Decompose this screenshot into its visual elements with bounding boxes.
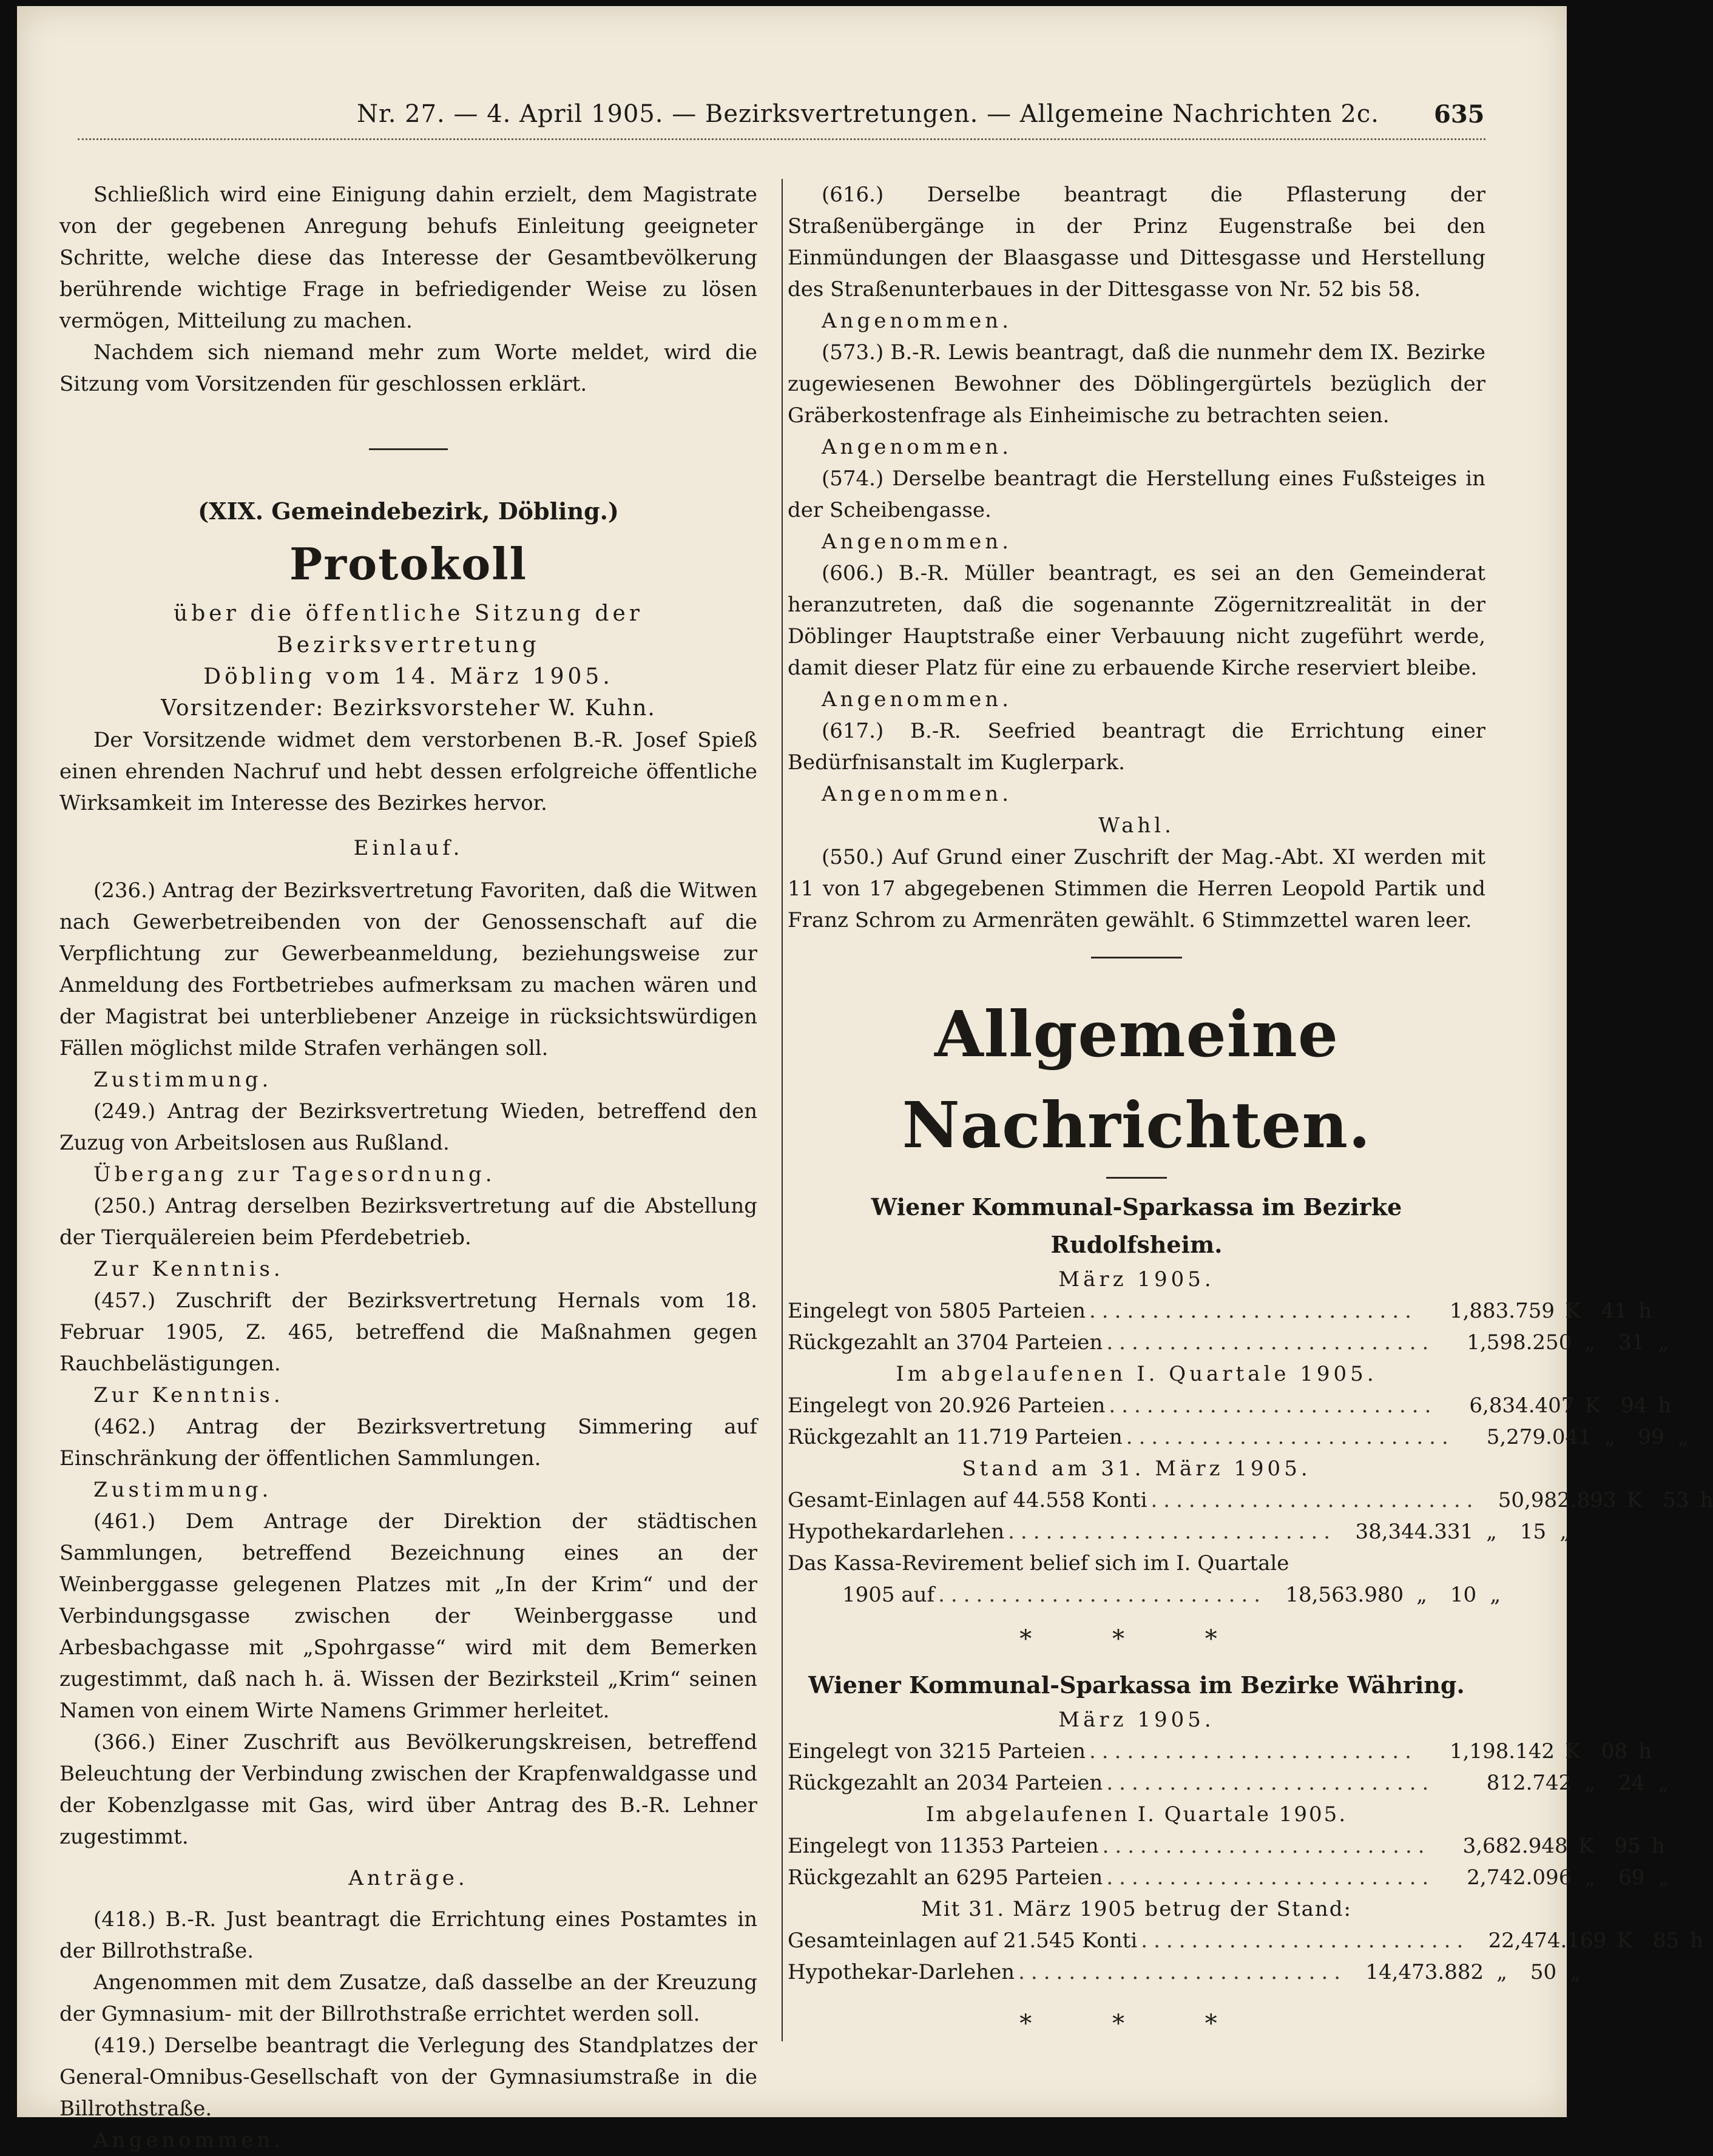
item-236-result: Zustimmung. (93, 1068, 272, 1092)
asterism: * * * (1019, 2010, 1254, 2038)
motion-574-result: Angenommen. (822, 530, 1013, 554)
finance-row: Gesamteinlagen auf 21.545 Konti .......................... 22,474.169 K 85 h (788, 1929, 1704, 1953)
motion-606: (606.) B.-R. Müller beantragt, es sei an den Gemeinderat heranzutreten, daß die sogenannte Zögernitzrealität in der Döblinger Hauptstraße einer Verbauung nicht zugeführt werde, damit dieser Platz für eine zu erbauende Kirche reserviert bleibe. (788, 561, 1485, 680)
item-457-result: Zur Kenntnis. (93, 1383, 284, 1407)
bank-rudolfsheim-quarter: Im abgelaufenen I. Quartale 1905. (896, 1362, 1377, 1386)
protocol-subtitle: über die öffentliche Sitzung der Bezirksvertretung (174, 601, 643, 658)
item-457: (457.) Zuschrift der Bezirksvertretung Hernals vom 18. Februar 1905, Z. 465, betreffend die Maßnahmen gegen Rauchbelästigungen. (59, 1289, 757, 1376)
bank-waehring-quarter: Im abgelaufenen I. Quartale 1905. (925, 1802, 1348, 1827)
finance-row: Hypothekardarlehen .......................... 38,344.331 „ 15 „ (788, 1520, 1571, 1544)
chair-line: Vorsitzender: Bezirksvorsteher W. Kuhn. (161, 696, 656, 721)
page-number: 635 (1434, 100, 1485, 129)
bank-waehring-stand: Mit 31. März 1905 betrug der Stand: (921, 1897, 1352, 1921)
motion-419-result: Angenommen. (93, 2128, 285, 2152)
district-heading: (XIX. Gemeindebezirk, Döbling.) (198, 497, 619, 525)
wahl-heading: Wahl. (1098, 814, 1175, 838)
item-250: (250.) Antrag derselben Bezirksvertretung auf die Abstellung der Tierquälereien beim Pferdebetrieb. (59, 1194, 757, 1250)
column-divider (782, 179, 783, 2041)
motion-616: (616.) Derselbe beantragt die Pflasterung der Straßenübergänge in der Prinz Eugenstraße bei den Einmündungen der Blaasgasse und Dittesgasse und Herstellung des Straßenunterbaues in der Dittesgasse von Nr. 52 bis 58. (788, 183, 1485, 302)
left-column (59, 179, 757, 2156)
bank-rudolfsheim-stand: Stand am 31. März 1905. (962, 1457, 1311, 1481)
item-462: (462.) Antrag der Bezirksvertretung Simmering auf Einschränkung der öffentlichen Sammlungen. (59, 1415, 757, 1470)
einlauf-heading: Einlauf. (353, 836, 464, 860)
motion-606-result: Angenommen. (822, 687, 1013, 712)
item-461: (461.) Dem Antrage der Direktion der städtischen Sammlungen, betreffend Bezeichnung eines an der Weinberggasse gelegenen Platzes mit „In der Krim“ und der Verbindungsgasse zwischen der Weinberggasse und Arbesbachgasse mit „Spohrgasse“ wird mit dem Bemerken zugestimmt, daß nach h. ä. Wissen der Bezirksteil „Krim“ seinen Namen von einem Wirte Namens Grimmer herleitet. (59, 1509, 757, 1723)
motion-573-result: Angenommen. (822, 435, 1013, 459)
antraege-heading: Anträge. (348, 1866, 468, 1890)
item-366: (366.) Einer Zuschrift aus Bevölkerungskreisen, betreffend Beleuchtung der Verbindung zwischen der Krapfenwaldgasse und der Kobenzlgasse mit Gas, wird über Antrag des B.-R. Lehner zugestimmt. (59, 1730, 757, 1849)
bank-waehring-title: Wiener Kommunal-Sparkassa im Bezirke Währing. (808, 1671, 1465, 1699)
finance-row: Eingelegt von 5805 Parteien .......................... 1,883.759 K 41 h (788, 1299, 1652, 1323)
item-249-result: Übergang zur Tagesordnung. (93, 1162, 496, 1187)
bank-rudolfsheim-month: März 1905. (1058, 1267, 1215, 1292)
running-header: Nr. 27. — 4. April 1905. — Bezirksvertretungen. — Allgemeine Nachrichten 2c. (357, 100, 1379, 128)
bank-waehring-month: März 1905. (1058, 1708, 1215, 1732)
revirement-line: Das Kassa-Revirement belief sich im I. Quartale (788, 1551, 1289, 1575)
intro-closing: Nachdem sich niemand mehr zum Worte meldet, wird die Sitzung vom Vorsitzenden für geschlossen erklärt. (59, 340, 757, 396)
motion-573: (573.) B.-R. Lewis beantragt, daß die nunmehr dem IX. Bezirke zugewiesenen Bewohner des Döblingergürtels bezüglich der Gräberkostenfrage als Einheimische zu betrachten seien. (788, 340, 1485, 428)
asterism: * * * (1019, 1625, 1254, 1653)
motion-616-result: Angenommen. (822, 309, 1013, 333)
motion-617: (617.) B.-R. Seefried beantragt die Errichtung einer Bedürfnisanstalt im Kuglerpark. (788, 719, 1485, 775)
item-249: (249.) Antrag der Bezirksvertretung Wieden, betreffend den Zuzug von Arbeitslosen aus Rußland. (59, 1099, 757, 1155)
intro-paragraph: Schließlich wird eine Einigung dahin erzielt, dem Magistrate von der gegebenen Anregung behufs Einleitung geeigneter Schritte, welche diese das Interesse der Gesamtbevölkerung berührende wichtige Frage in befriedigender Weise zu lösen vermögen, Mitteilung zu machen. (59, 183, 757, 333)
finance-row: 1905 auf .......................... 18,563.980 „ 10 „ (842, 1583, 1501, 1607)
header-rule (78, 135, 1485, 140)
finance-row: Rückgezahlt an 11.719 Parteien .......................... 5,279.041 „ 99 „ (788, 1425, 1689, 1449)
right-column (788, 179, 1713, 2038)
finance-row: Rückgezahlt an 2034 Parteien .......................... 812.742 „ 24 „ (788, 1771, 1669, 1795)
finance-row: Eingelegt von 11353 Parteien .......................... 3,682.948 K 95 h (788, 1834, 1665, 1858)
news-title: Allgemeine Nachrichten. (902, 997, 1371, 1162)
gazette-page (17, 6, 1713, 2152)
finance-row: Eingelegt von 3215 Parteien .......................... 1,198.142 K 08 h (788, 1739, 1652, 1764)
motion-418-result: Angenommen mit dem Zusatze, daß dasselbe an der Kreuzung der Gymnasium- mit der Billrothstraße errichtet werden soll. (59, 1970, 757, 2026)
protocol-title: Protokoll (289, 538, 527, 590)
motion-419: (419.) Derselbe beantragt die Verlegung des Standplatzes der General-Omnibus-Gesellschaft von der Gymnasiumstraße in die Billrothstraße. (59, 2033, 757, 2121)
finance-row: Eingelegt von 20.926 Parteien .......................... 6,834.407 K 94 h (788, 1393, 1672, 1418)
item-462-result: Zustimmung. (93, 1478, 272, 1502)
wahl-paragraph: (550.) Auf Grund einer Zuschrift der Mag.-Abt. XI werden mit 11 von 17 abgegebenen Stimmen die Herren Leopold Partik und Franz Schrom zu Armenräten gewählt. 6 Stimmzettel waren leer. (788, 845, 1485, 932)
news-title-rule (1106, 1177, 1167, 1179)
finance-row: Rückgezahlt an 6295 Parteien .......................... 2,742.096 „ 69 „ (788, 1865, 1669, 1890)
bank-rudolfsheim-title: Wiener Kommunal-Sparkassa im Bezirke Rudolfsheim. (871, 1193, 1402, 1258)
protocol-date: Döbling vom 14. März 1905. (203, 664, 613, 689)
finance-row: Hypothekar-Darlehen .......................... 14,473.882 „ 50 „ (788, 1960, 1581, 1984)
section-divider-right (1091, 957, 1182, 958)
motion-574: (574.) Derselbe beantragt die Herstellung eines Fußsteiges in der Scheibengasse. (788, 467, 1485, 522)
finance-row: Gesamt-Einlagen auf 44.558 Konti .......................... 50,982.893 K 53 h (788, 1488, 1713, 1512)
chair-paragraph: Der Vorsitzende widmet dem verstorbenen B.-R. Josef Spieß einen ehrenden Nachruf und hebt dessen erfolgreiche öffentliche Wirksamkeit im Interesse des Bezirkes hervor. (59, 728, 757, 815)
item-236: (236.) Antrag der Bezirksvertretung Favoriten, daß die Witwen nach Gewerbetreibenden von der Genossenschaft auf die Verpflichtung zur Gewerbeanmeldung, beziehungsweise zur Anmeldung des Fortbetriebes aufmerksam zu machen wären und der Magistrat bei unterbliebener Anzeige in rücksichtswürdigen Fällen möglichst milde Strafen verhängen soll. (59, 878, 757, 1060)
motion-617-result: Angenommen. (822, 782, 1013, 806)
finance-row: Rückgezahlt an 3704 Parteien .......................... 1,598.250 „ 31 „ (788, 1330, 1669, 1355)
item-250-result: Zur Kenntnis. (93, 1257, 284, 1281)
section-divider (369, 448, 448, 450)
motion-418: (418.) B.-R. Just beantragt die Errichtung eines Postamtes in der Billrothstraße. (59, 1907, 757, 1963)
